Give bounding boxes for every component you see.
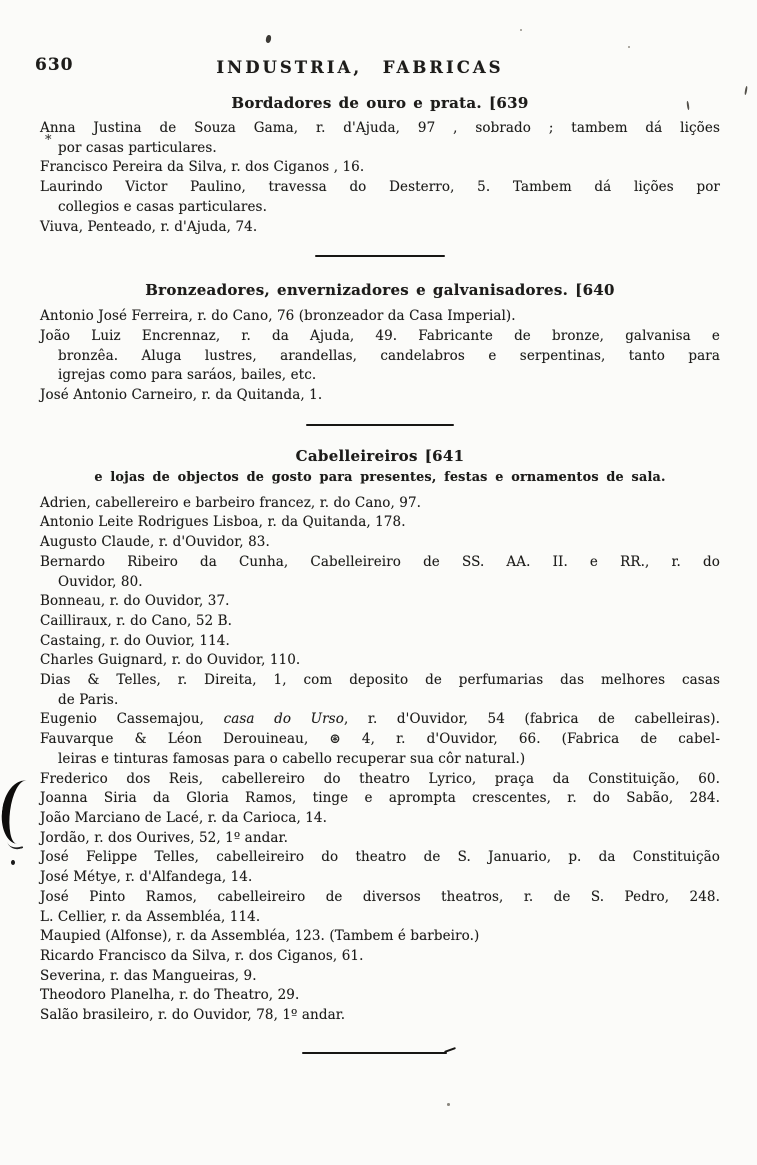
directory-entry: [40, 632, 720, 652]
directory-entry: [40, 533, 720, 553]
entry-line: Maupied (Alfonse), r. da Assembléa, 123. (Tambem é barbeiro.): [40, 928, 480, 945]
directory-entry: [40, 829, 720, 849]
entry-line: Joanna Siria da Gloria Ramos, tinge e aprompta crescentes, r. do Sabão, 284.: [40, 790, 720, 807]
entry-line: Bonneau, r. do Ouvidor, 37.: [40, 593, 230, 610]
entry-line: José Felippe Telles, cabelleireiro do theatro de S. Januario, p. da Constituição: [40, 849, 720, 866]
entry-line: José Pinto Ramos, cabelleireiro de diversos theatros, r. de S. Pedro, 248.: [40, 888, 720, 905]
entry-line: Viuva, Penteado, r. d'Ajuda, 74.: [40, 218, 258, 235]
entry-line: Fauvarque & Léon Derouineau, ⊛ 4, r. d'Ouvidor, 66. (Fabrica de cabel-: [40, 731, 720, 748]
directory-entry: [40, 592, 720, 612]
entry-line: João Marciano de Lacé, r. da Carioca, 14.: [40, 809, 328, 826]
directory-entry: [40, 553, 720, 592]
entry-list: [40, 494, 720, 1026]
section-divider: [315, 255, 445, 257]
section-subtitle: e lojas de objectos de gosto para presentes, festas e ornamentos de sala.: [94, 469, 666, 485]
ink-speck: [520, 29, 522, 31]
entry-line: collegios e casas particulares.: [58, 198, 267, 215]
directory-entry: [40, 1006, 720, 1026]
entry-line: Laurindo Victor Paulino, travessa do Desterro, 5. Tambem dá lições por: [40, 179, 720, 196]
directory-entry: [40, 947, 720, 967]
entry-line: José Antonio Carneiro, r. da Quitanda, 1.: [40, 387, 323, 404]
margin-asterisk-mark: *: [45, 133, 52, 148]
entry-line: Salão brasileiro, r. do Ouvidor, 78, 1º andar.: [40, 1007, 346, 1024]
entry-list: [40, 119, 720, 237]
entry-line: Cailliraux, r. do Cano, 52 B.: [40, 612, 233, 629]
entry-line: igrejas como para saráos, bailes, etc.: [58, 367, 317, 384]
directory-entry: [40, 770, 720, 790]
entry-line: Antonio José Ferreira, r. do Cano, 76 (bronzeador da Casa Imperial).: [40, 308, 516, 325]
ink-speck: [744, 86, 748, 95]
entry-line: por casas particulares.: [58, 139, 217, 156]
directory-entry: [40, 730, 720, 769]
directory-entry: [40, 386, 720, 406]
plain-text: Eugenio Cassemajou,: [40, 711, 224, 728]
ink-stain-tail: [7, 836, 23, 851]
entry-line: Ricardo Francisco da Silva, r. dos Ciganos, 61.: [40, 947, 364, 964]
section-title: Bordadores de ouro e prata. [639: [231, 94, 529, 112]
entry-line: Castaing, r. do Ouvior, 114.: [40, 632, 230, 649]
section-title: Bronzeadores, envernizadores e galvanisadores. [640: [145, 281, 615, 300]
directory-entry: [40, 789, 720, 809]
entry-line: Theodoro Planelha, r. do Theatro, 29.: [40, 987, 300, 1004]
entry-line: Augusto Claude, r. d'Ouvidor, 83.: [40, 534, 270, 551]
entry-line: Bernardo Ribeiro da Cunha, Cabelleireiro de SS. AA. II. e RR., r. do: [40, 553, 720, 570]
entry-line: Ouvidor, 80.: [58, 573, 143, 590]
entry-list: [40, 307, 720, 406]
section-divider: [302, 1052, 447, 1054]
entry-line: de Paris.: [58, 691, 119, 708]
directory-entry: [40, 307, 720, 327]
entry-line: Antonio Leite Rodrigues Lisboa, r. da Quitanda, 178.: [40, 514, 406, 531]
entry-line: Charles Guignard, r. do Ouvidor, 110.: [40, 652, 301, 669]
entry-line: leiras e tinturas famosas para o cabello recuperar sua côr natural.): [58, 750, 526, 767]
entry-line: Frederico dos Reis, cabellereiro do theatro Lyrico, praça da Constituição, 60.: [40, 770, 720, 787]
entry-line: [40, 710, 720, 730]
entry-line: Francisco Pereira da Silva, r. dos Ciganos , 16.: [40, 159, 365, 176]
directory-section: [40, 447, 720, 1054]
directory-entry: [40, 612, 720, 632]
entry-line: Severina, r. das Mangueiras, 9.: [40, 967, 257, 984]
entry-line: Jordão, r. dos Ourives, 52, 1º andar.: [40, 829, 288, 846]
ink-speck: [628, 46, 630, 48]
entry-line: bronzêa. Aluga lustres, arandellas, candelabros e serpentinas, tanto para: [58, 347, 720, 364]
ink-speck: [447, 1103, 450, 1106]
entry-line: Dias & Telles, r. Direita, 1, com deposito de perfumarias das melhores casas: [40, 672, 720, 689]
ink-dot: [11, 860, 15, 865]
directory-entry: [40, 671, 720, 710]
italic-text: casa do Urso: [223, 711, 344, 728]
directory-section: [40, 281, 720, 426]
directory-entry: [40, 848, 720, 868]
directory-entry: [40, 513, 720, 533]
section-divider: [306, 424, 454, 426]
plain-text: , r. d'Ouvidor, 54 (fabrica de cabelleiras).: [343, 711, 720, 728]
page-number: 630: [35, 55, 74, 75]
directory-sections: [40, 0, 720, 1054]
entry-line: Adrien, cabellereiro e barbeiro francez, r. do Cano, 97.: [40, 494, 422, 511]
entry-line: Anna Justina de Souza Gama, r. d'Ajuda, 97 , sobrado ; tambem dá lições: [40, 120, 720, 136]
entry-line: João Luiz Encrennaz, r. da Ajuda, 49. Fabricante de bronze, galvanisa e: [40, 327, 720, 344]
directory-section: [40, 94, 720, 257]
directory-entry: [40, 158, 720, 178]
directory-entry: [40, 986, 720, 1006]
entry-line: L. Cellier, r. da Assembléa, 114.: [40, 908, 261, 925]
directory-entry: [40, 809, 720, 829]
directory-entry: [40, 888, 720, 908]
directory-entry: [40, 710, 720, 730]
directory-entry: [40, 327, 720, 386]
directory-entry: [40, 651, 720, 671]
directory-entry: [40, 868, 720, 888]
directory-entry: [40, 967, 720, 987]
entry-line: José Métye, r. d'Alfandega, 14.: [40, 869, 253, 886]
section-title: Cabelleireiros [641: [295, 446, 465, 465]
running-title: INDUSTRIA, FABRICAS: [216, 58, 504, 77]
directory-entry: [40, 218, 720, 238]
directory-entry: [40, 178, 720, 217]
directory-entry: [40, 494, 720, 514]
directory-entry: [40, 119, 720, 158]
directory-entry: [40, 927, 720, 947]
directory-entry: [40, 908, 720, 928]
